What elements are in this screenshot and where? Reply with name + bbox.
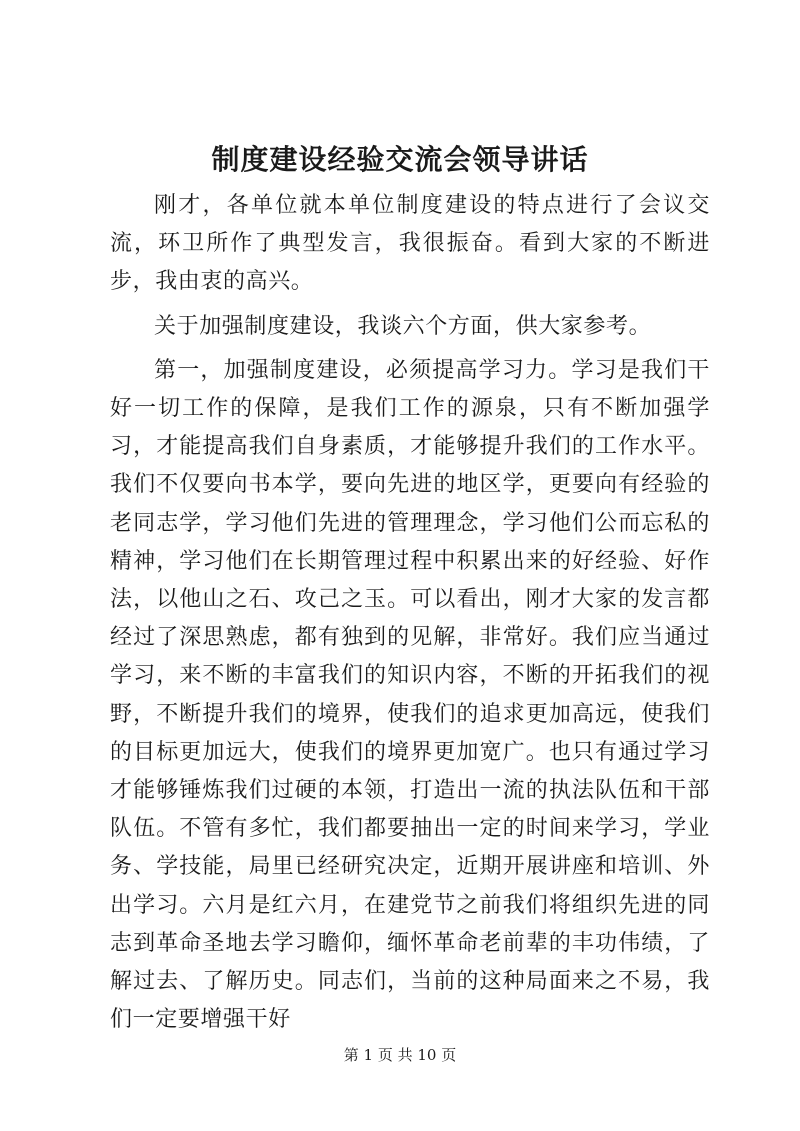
page-footer bbox=[0, 1044, 800, 1066]
paragraph-overview: 关于加强制度建设，我谈六个方面，供大家参考。 bbox=[154, 313, 652, 339]
paragraph-intro: 刚才，各单位就本单位制度建设的特点进行了会议交流，环卫所作了典型发言，我很振奋。看到大家的不断进步，我由衷的高兴。 bbox=[110, 193, 710, 295]
document-title: 制度建设经验交流会领导讲话 bbox=[211, 143, 589, 176]
paragraph-point-one: 第一，加强制度建设，必须提高学习力。学习是我们干好一切工作的保障，是我们工作的源泉，只有不断加强学习，才能提高我们自身素质，才能够提升我们的工作水平。我们不仅要向书本学，要向先进的地区学，更要向有经验的老同志学，学习他们先进的管理理念，学习他们公而忘私的精神，学习他们在长期管理过程中积累出来的好经验、好作法，以他山之石、攻己之玉。可以看出，刚才大家的发言都经过了深思熟虑，都有独到的见解，非常好。我们应当通过学习，来不断的丰富我们的知识内容，不断的开拓我们的视野，不断提升我们的境界，使我们的追求更加高远，使我们的目标更加远大，使我们的境界更加宽广。也只有通过学习才能够锤炼我们过硬的本领，打造出一流的执法队伍和干部队伍。不管有多忙，我们都要抽出一定的时间来学习，学业务、学技能，局里已经研究决定，近期开展讲座和培训、外出学习。六月是红六月，在建党节之前我们将组织先进的同志到革命圣地去学习瞻仰，缅怀革命老前辈的丰功伟绩，了解过去、了解历史。同志们，当前的这种局面来之不易，我们一定要增强干好 bbox=[110, 357, 710, 1033]
document-body bbox=[110, 187, 710, 1039]
page-number: 第 1 页 共 10 页 bbox=[343, 1046, 457, 1064]
